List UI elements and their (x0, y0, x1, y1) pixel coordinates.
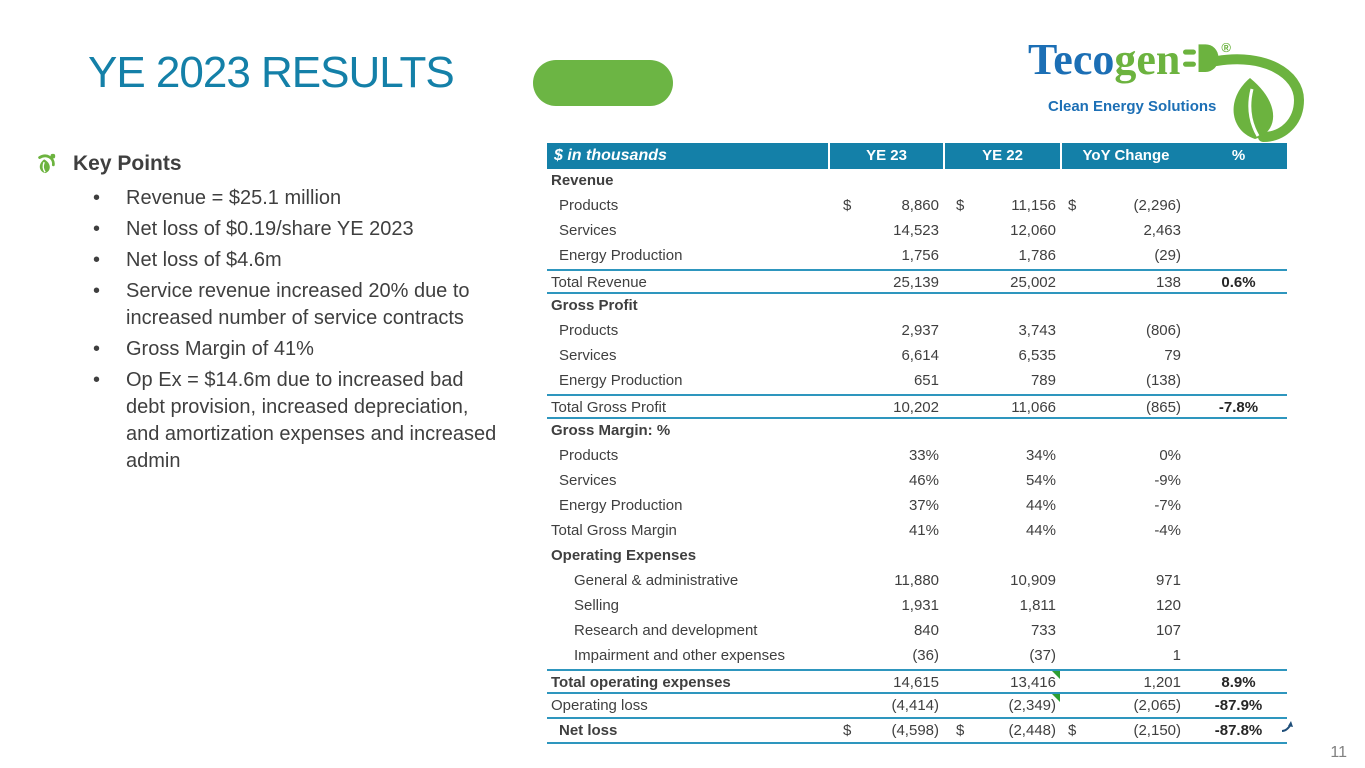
cell-ye23 (828, 419, 943, 444)
cell-percent (1190, 369, 1287, 394)
cell-value: 10,909 (1010, 572, 1056, 589)
key-points-header (35, 152, 505, 176)
cell-ye22 (943, 344, 1060, 369)
cell-yoy (1060, 544, 1190, 569)
bullet-item: • Gross Margin of 41% (35, 336, 505, 363)
cell-percent (1190, 644, 1287, 669)
cell-value: 2,937 (901, 322, 939, 339)
cell-percent (1190, 569, 1287, 594)
row-label: Operating Expenses (551, 547, 697, 564)
cell-value: (4,598) (891, 722, 939, 739)
table-row (547, 194, 1287, 219)
cell-percent (1190, 544, 1287, 569)
cell-value: 33% (908, 447, 939, 464)
cell-yoy (1060, 671, 1190, 692)
table-row (547, 444, 1287, 469)
header-ye22: YE 22 (943, 143, 1060, 169)
cell-yoy (1060, 719, 1190, 742)
cell-value: (865) (1145, 399, 1181, 416)
cell-ye22 (943, 219, 1060, 244)
cell-value: -7% (1154, 497, 1181, 514)
cell-percent: -7.8% (1218, 399, 1259, 416)
table-row (547, 244, 1287, 269)
table-row (547, 544, 1287, 569)
table-row (547, 669, 1287, 694)
cell-yoy (1060, 494, 1190, 519)
cell-value: 840 (913, 622, 939, 639)
cell-value: 44% (1025, 497, 1056, 514)
cell-value: 6,535 (1018, 347, 1056, 364)
cell-ye23 (828, 671, 943, 692)
cell-value: 6,614 (901, 347, 939, 364)
table-row (547, 219, 1287, 244)
cell-ye23 (828, 469, 943, 494)
cell-percent: 8.9% (1221, 674, 1256, 691)
cell-ye22 (943, 619, 1060, 644)
cell-value: 13,416 (1010, 674, 1056, 691)
cell-value: 1,201 (1143, 674, 1181, 691)
table-header-row (547, 143, 1287, 169)
cell-ye22 (943, 671, 1060, 692)
cell-ye22 (943, 169, 1060, 194)
page-number: 11 (1330, 744, 1347, 761)
cell-ye23 (828, 569, 943, 594)
cell-value: -9% (1154, 472, 1181, 489)
excel-flag-icon (1052, 671, 1060, 679)
cell-value: (2,448) (1008, 722, 1056, 739)
cell-yoy (1060, 594, 1190, 619)
table-row (547, 594, 1287, 619)
cell-ye23 (828, 271, 943, 292)
cell-percent (1190, 319, 1287, 344)
row-label: Total Revenue (551, 274, 647, 291)
cell-yoy (1060, 244, 1190, 269)
key-points-panel (35, 152, 505, 479)
row-label: Services (559, 347, 617, 364)
cell-ye22 (943, 419, 1060, 444)
cell-value: 41% (908, 522, 939, 539)
cell-ye22 (943, 519, 1060, 544)
cell-ye23 (828, 344, 943, 369)
cell-value: 79 (1164, 347, 1181, 364)
row-label: Energy Production (559, 372, 683, 389)
currency-symbol: $ (956, 722, 965, 739)
cell-ye22 (943, 271, 1060, 292)
cell-value: (2,065) (1133, 697, 1181, 714)
cell-value: 138 (1155, 274, 1181, 291)
row-label: Total Gross Profit (551, 399, 667, 416)
cell-value: (2,150) (1133, 722, 1181, 739)
cell-percent: 0.6% (1221, 274, 1256, 291)
currency-symbol: $ (843, 722, 852, 739)
row-label: Services (559, 472, 617, 489)
cell-ye22 (943, 469, 1060, 494)
cell-percent (1190, 619, 1287, 644)
cell-value: -4% (1154, 522, 1181, 539)
cell-value: 3,743 (1018, 322, 1056, 339)
financial-table (547, 143, 1287, 744)
cell-value: (806) (1145, 322, 1181, 339)
cell-ye22 (943, 594, 1060, 619)
cell-ye22 (943, 319, 1060, 344)
table-row (547, 644, 1287, 669)
cell-percent (1190, 494, 1287, 519)
cell-ye23 (828, 169, 943, 194)
cell-ye23 (828, 619, 943, 644)
cell-value: 120 (1155, 597, 1181, 614)
cell-value: 2,463 (1143, 222, 1181, 239)
cell-value: (37) (1029, 647, 1056, 664)
table-row (547, 494, 1287, 519)
logo-wordmark (1028, 26, 1231, 82)
table-row (547, 719, 1287, 744)
leaf-cord-icon (1211, 52, 1313, 144)
cell-ye23 (828, 294, 943, 319)
cell-value: 651 (913, 372, 939, 389)
cell-ye23 (828, 319, 943, 344)
cell-value: 1 (1172, 647, 1181, 664)
table-row (547, 344, 1287, 369)
logo-word-teco: Teco (1028, 35, 1115, 84)
cell-value: 11,066 (1011, 399, 1056, 416)
cell-ye22 (943, 494, 1060, 519)
cell-value: (138) (1145, 372, 1181, 389)
table-row (547, 294, 1287, 319)
cell-percent (1190, 519, 1287, 544)
bullet-item: • Service revenue increased 20% due to increased number of service contracts (35, 278, 505, 332)
registered-mark: ® (1221, 40, 1231, 55)
bullet-item: • Op Ex = $14.6m due to increased bad debt provision, increased depreciation, and amortization expenses and increased admin (35, 367, 505, 475)
header-percent: % (1231, 147, 1246, 164)
cell-yoy (1060, 319, 1190, 344)
table-row (547, 394, 1287, 419)
cell-ye23 (828, 544, 943, 569)
table-row (547, 269, 1287, 294)
cell-yoy (1060, 519, 1190, 544)
table-row (547, 694, 1287, 719)
cell-value: 11,156 (1011, 197, 1056, 214)
cell-percent (1190, 219, 1287, 244)
cell-ye22 (943, 719, 1060, 742)
row-label: Energy Production (559, 497, 683, 514)
corner-handle-icon (1281, 721, 1293, 733)
table-row (547, 319, 1287, 344)
row-label: Research and development (574, 622, 758, 639)
bullet-item: • Net loss of $4.6m (35, 247, 505, 274)
logo-tagline: Clean Energy Solutions (1048, 98, 1217, 115)
cell-percent (1190, 419, 1287, 444)
bullet-item: • Net loss of $0.19/share YE 2023 (35, 216, 505, 243)
row-label: General & administrative (574, 572, 739, 589)
cell-value: 971 (1155, 572, 1181, 589)
table-row (547, 169, 1287, 194)
cell-yoy (1060, 219, 1190, 244)
cell-value: 1,756 (901, 247, 939, 264)
slide-title: YE 2023 RESULTS (88, 48, 454, 97)
cell-value: 733 (1030, 622, 1056, 639)
excel-flag-icon (1052, 694, 1060, 702)
cell-value: 107 (1155, 622, 1181, 639)
cell-ye22 (943, 694, 1060, 717)
cell-percent (1190, 194, 1287, 219)
cell-ye22 (943, 294, 1060, 319)
cell-yoy (1060, 169, 1190, 194)
cell-percent: -87.9% (1214, 697, 1263, 714)
cell-value: 14,615 (893, 674, 939, 691)
cell-yoy (1060, 271, 1190, 292)
cell-yoy (1060, 294, 1190, 319)
cell-ye22 (943, 544, 1060, 569)
cell-yoy (1060, 344, 1190, 369)
cell-percent (1190, 294, 1287, 319)
cell-value: 10,202 (893, 399, 939, 416)
cell-percent (1190, 244, 1287, 269)
cell-value: 54% (1025, 472, 1056, 489)
header-yoy-change: YoY Change (1060, 143, 1190, 169)
cell-value: 25,139 (893, 274, 939, 291)
tecogen-logo (1018, 26, 1313, 144)
cell-yoy (1060, 419, 1190, 444)
row-label: Gross Margin: % (551, 422, 671, 439)
cell-value: 789 (1030, 372, 1056, 389)
cell-value: (4,414) (891, 697, 939, 714)
key-points-heading: Key Points (73, 152, 182, 175)
cell-value: 34% (1025, 447, 1056, 464)
row-label: Gross Profit (551, 297, 638, 314)
cell-yoy (1060, 619, 1190, 644)
cell-ye22 (943, 369, 1060, 394)
cell-value: (36) (912, 647, 939, 664)
cell-ye23 (828, 444, 943, 469)
row-label: Products (559, 322, 619, 339)
cell-value: 1,811 (1019, 597, 1056, 614)
table-row (547, 469, 1287, 494)
bullet-item: • Revenue = $25.1 million (35, 185, 505, 212)
bullet-list (35, 185, 505, 475)
cell-ye23 (828, 519, 943, 544)
cell-value: 1,786 (1018, 247, 1056, 264)
row-label: Products (559, 197, 619, 214)
cell-yoy (1060, 194, 1190, 219)
cell-value: 12,060 (1010, 222, 1056, 239)
cell-ye22 (943, 194, 1060, 219)
cell-value: 1,931 (901, 597, 939, 614)
cell-percent (1190, 444, 1287, 469)
cell-ye22 (943, 444, 1060, 469)
currency-symbol: $ (1068, 197, 1077, 214)
table-row (547, 619, 1287, 644)
cell-yoy (1060, 644, 1190, 669)
plug-leaf-bullet-icon (35, 153, 57, 175)
table-row (547, 369, 1287, 394)
cell-ye23 (828, 719, 943, 742)
cell-value: 25,002 (1010, 274, 1056, 291)
cell-ye23 (828, 644, 943, 669)
row-label: Operating loss (551, 697, 648, 714)
row-label: Total Gross Margin (551, 522, 677, 539)
cell-ye23 (828, 694, 943, 717)
cell-ye23 (828, 396, 943, 417)
cell-ye23 (828, 194, 943, 219)
cell-yoy (1060, 469, 1190, 494)
cell-value: 0% (1159, 447, 1181, 464)
cell-ye23 (828, 494, 943, 519)
cell-ye23 (828, 219, 943, 244)
table-row (547, 519, 1287, 544)
cell-percent: -87.8% (1214, 722, 1263, 739)
cell-percent (1190, 169, 1287, 194)
row-label: Services (559, 222, 617, 239)
currency-symbol: $ (1068, 722, 1077, 739)
cell-percent (1190, 469, 1287, 494)
cell-yoy (1060, 569, 1190, 594)
row-label: Net loss (559, 722, 618, 739)
cell-ye22 (943, 396, 1060, 417)
cell-yoy (1060, 444, 1190, 469)
cell-ye22 (943, 644, 1060, 669)
green-pill-decoration (533, 60, 673, 106)
cell-ye22 (943, 569, 1060, 594)
cell-value: (29) (1154, 247, 1181, 264)
cell-value: (2,296) (1133, 197, 1181, 214)
cell-value: 14,523 (893, 222, 939, 239)
table-row (547, 419, 1287, 444)
cell-ye23 (828, 369, 943, 394)
row-label: Energy Production (559, 247, 683, 264)
cell-ye22 (943, 244, 1060, 269)
cell-yoy (1060, 694, 1190, 717)
cell-yoy (1060, 369, 1190, 394)
cell-value: 46% (908, 472, 939, 489)
cell-ye23 (828, 244, 943, 269)
cell-percent (1190, 594, 1287, 619)
cell-percent (1190, 344, 1287, 369)
logo-word-gen: gen (1114, 35, 1181, 84)
row-label: Selling (574, 597, 620, 614)
cell-ye23 (828, 594, 943, 619)
row-label: Products (559, 447, 619, 464)
cell-value: 8,860 (901, 197, 939, 214)
table-row (547, 569, 1287, 594)
row-label: Total operating expenses (551, 674, 731, 691)
currency-symbol: $ (956, 197, 965, 214)
currency-symbol: $ (843, 197, 852, 214)
cell-value: 44% (1025, 522, 1056, 539)
cell-value: (2,349) (1008, 697, 1056, 714)
cell-value: 37% (908, 497, 939, 514)
cell-value: 11,880 (894, 572, 939, 589)
cell-yoy (1060, 396, 1190, 417)
table-body (547, 169, 1287, 744)
header-ye23: YE 23 (828, 143, 943, 169)
row-label: Impairment and other expenses (574, 647, 785, 664)
header-unit-label: $ in thousands (554, 147, 667, 164)
row-label: Revenue (551, 172, 614, 189)
